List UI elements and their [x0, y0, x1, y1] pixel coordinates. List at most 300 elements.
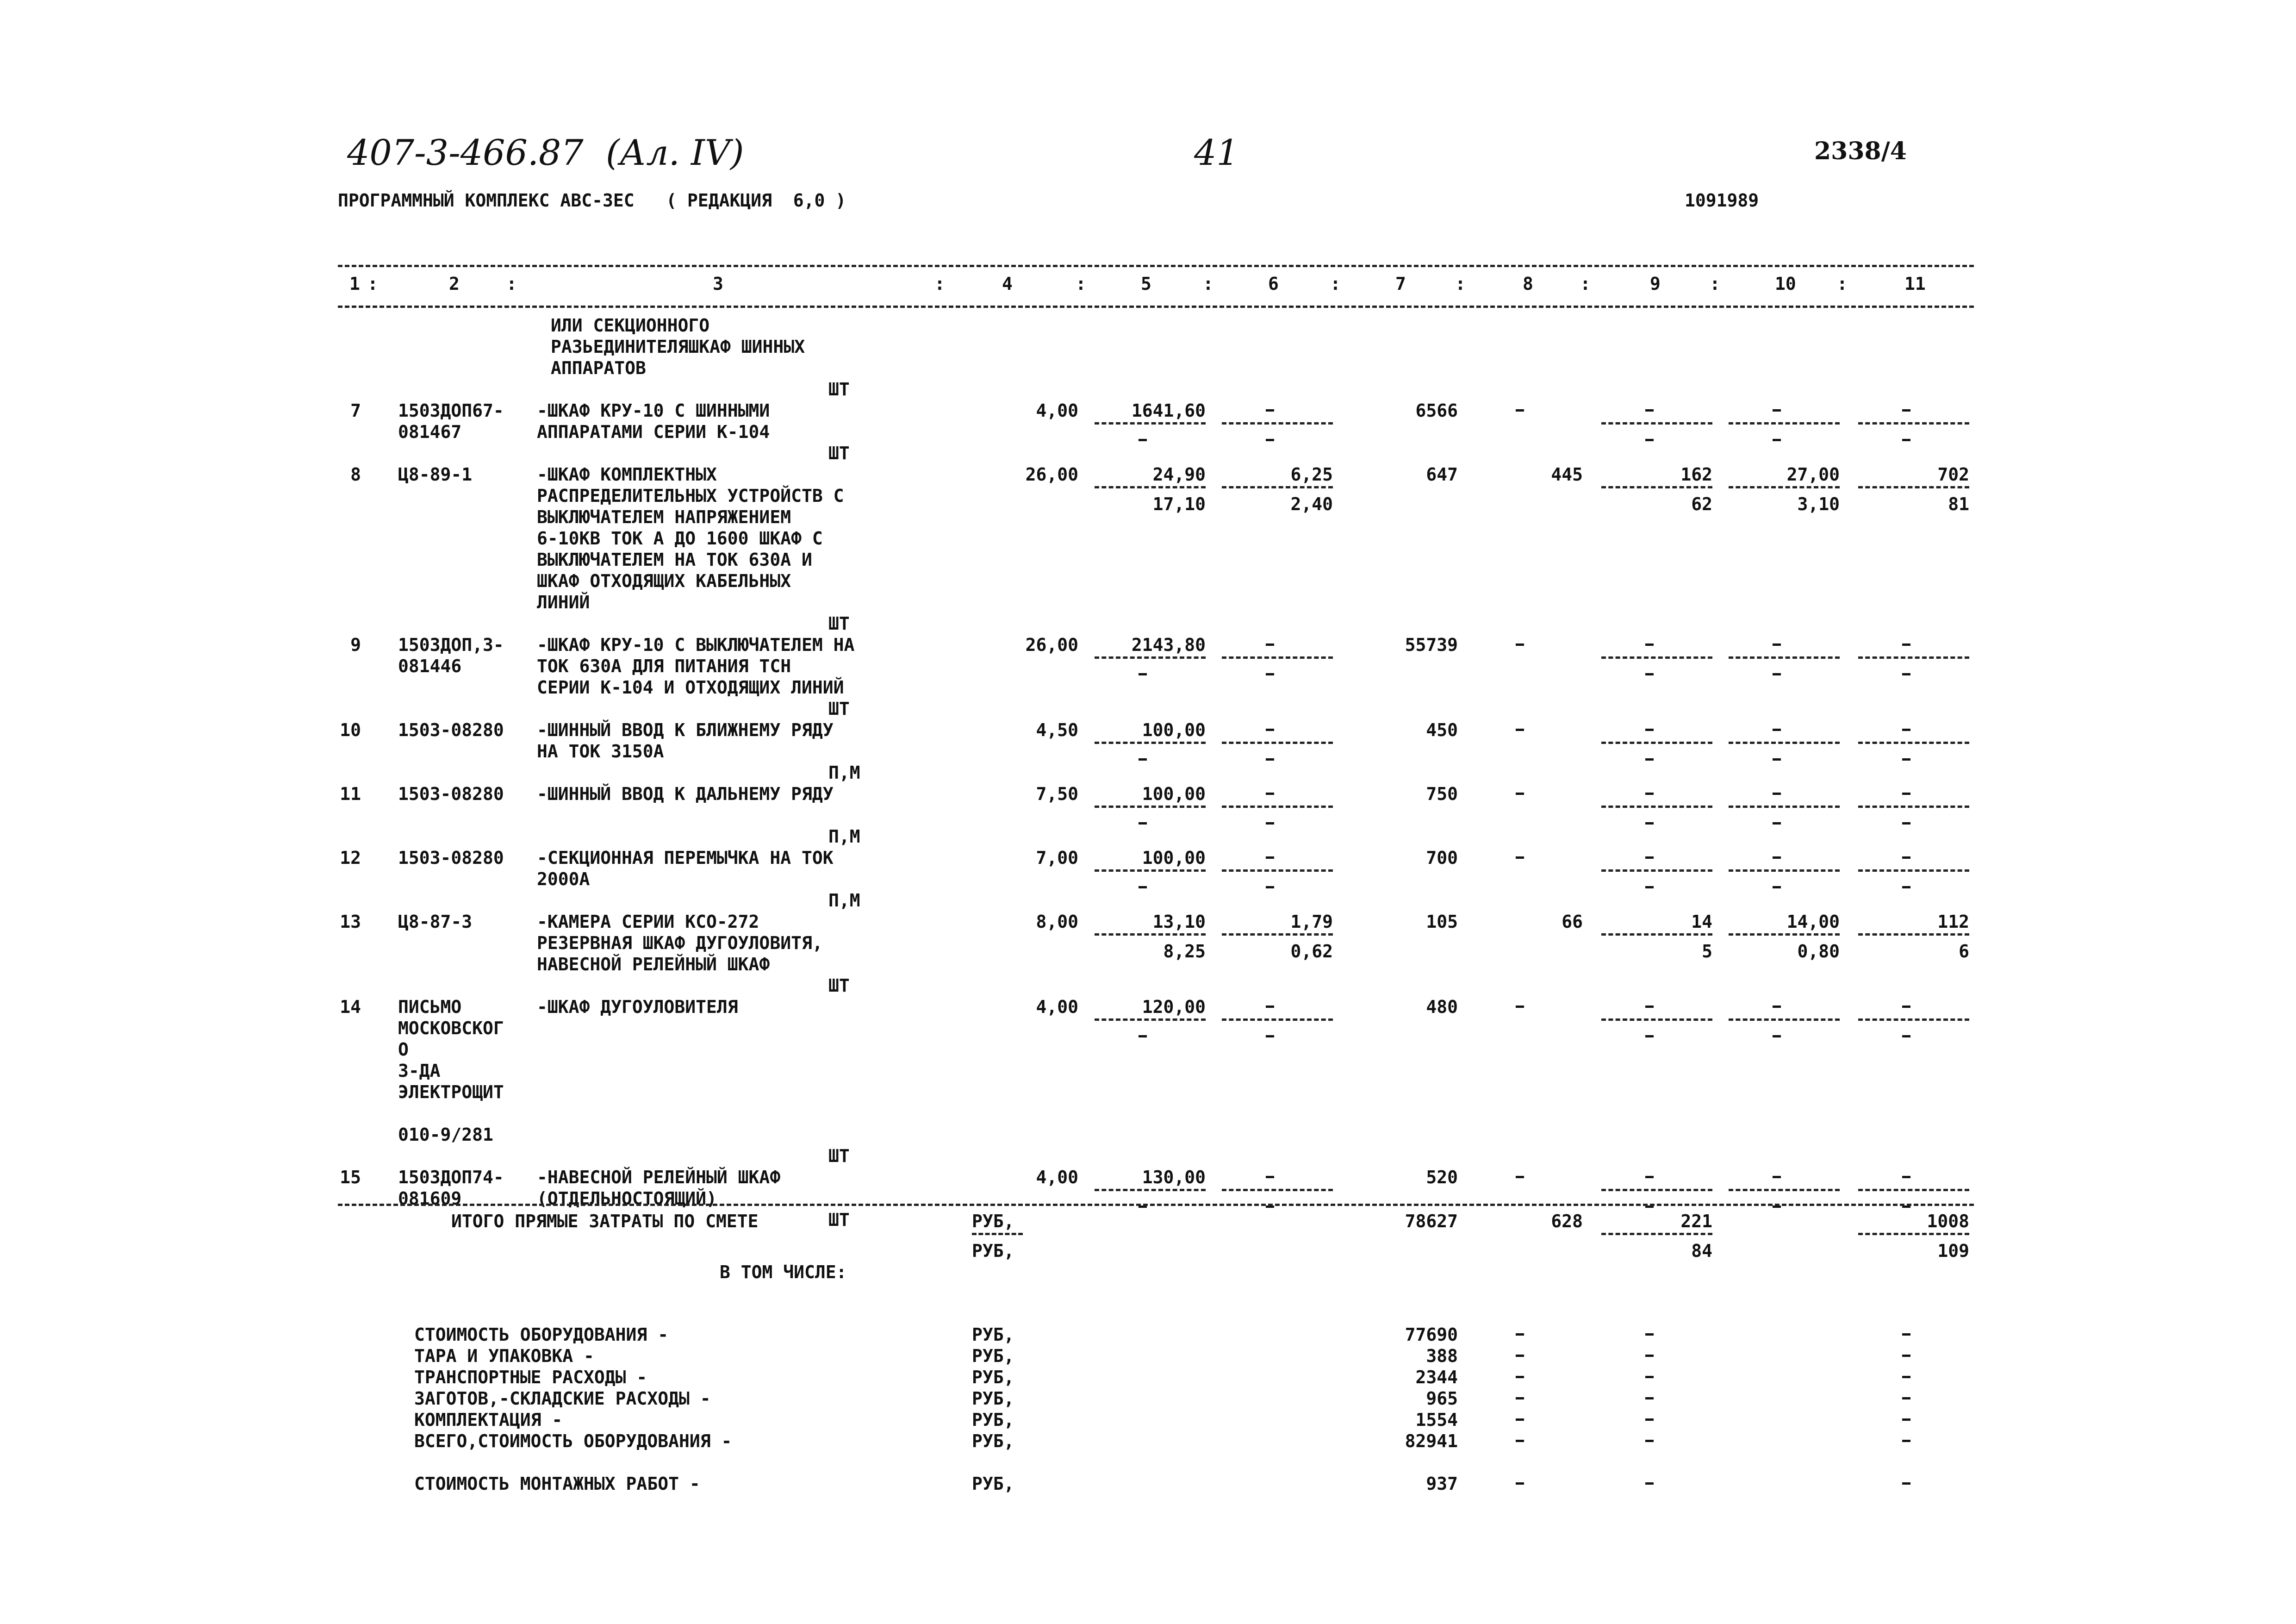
- column-header-1: 1: [349, 274, 360, 294]
- sub-cell-c9: [1645, 758, 1654, 761]
- cell-underline: [1858, 742, 1969, 744]
- cell-c8: [1516, 643, 1524, 646]
- cell-c6: 6,25: [1290, 464, 1333, 485]
- sub-cell-c6: [1266, 886, 1274, 888]
- cell-underline: [1095, 806, 1206, 808]
- cell-c5: 100,00: [1142, 720, 1206, 740]
- row-description: ВЫКЛЮЧАТЕЛЕМ НА ТОК 630А И: [537, 550, 812, 570]
- montage-c7: 937: [1426, 1474, 1458, 1494]
- row-unit: П,М: [828, 890, 860, 911]
- cell-c7: 700: [1426, 848, 1458, 868]
- sub-cell-c10: [1773, 673, 1781, 675]
- cell-underline: [1729, 486, 1840, 488]
- column-header-7: 7: [1395, 274, 1406, 294]
- montage-unit: РУБ,: [972, 1474, 1014, 1494]
- sub-cell-c11: 6: [1959, 941, 1969, 962]
- row-code: 081467: [398, 422, 462, 442]
- totals-c9: 221: [1680, 1211, 1712, 1231]
- cell-c6: [1266, 729, 1274, 731]
- cell-underline: [1858, 806, 1969, 808]
- cell-c10: [1773, 409, 1781, 412]
- cell-underline: [1095, 933, 1206, 936]
- column-header-5: 5: [1141, 274, 1151, 294]
- cell-c9: [1645, 409, 1654, 412]
- cell-underline: [1858, 933, 1969, 936]
- sub-cell-c9: [1645, 886, 1654, 888]
- breakdown-c7: 1554: [1415, 1410, 1458, 1430]
- row-description: ЛИНИЙ: [537, 592, 590, 612]
- totals-sub-c11: 109: [1937, 1241, 1969, 1261]
- cell-c5: 1641,60: [1131, 400, 1206, 421]
- cell-c11: [1902, 729, 1910, 731]
- sub-cell-c5: [1139, 758, 1147, 761]
- cell-c8: 66: [1562, 912, 1583, 932]
- breakdown-c9: [1645, 1397, 1654, 1399]
- row-unit: ШТ: [828, 699, 850, 719]
- row-description: РАСПРЕДЕЛИТЕЛЬНЫХ УСТРОЙСТВ С: [537, 486, 844, 506]
- continued-desc-line: ИЛИ СЕКЦИОННОГО: [551, 315, 710, 336]
- cell-underline: [1858, 1189, 1969, 1191]
- cell-underline: [1095, 1018, 1206, 1021]
- cell-underline: [1858, 869, 1969, 872]
- breakdown-c11: [1902, 1440, 1910, 1442]
- sub-cell-c10: [1773, 822, 1781, 824]
- cell-c11: [1902, 1006, 1910, 1008]
- row-description: ТОК 630А ДЛЯ ПИТАНИЯ ТСН: [537, 656, 791, 676]
- continued-desc-line: АППАРАТОВ: [551, 358, 646, 378]
- row-description: (ОТДЕЛЬНОСТОЯЩИЙ): [537, 1188, 717, 1209]
- sub-cell-c5: [1139, 886, 1147, 888]
- row-unit: ШТ: [828, 613, 850, 634]
- sub-cell-c5: [1139, 822, 1147, 824]
- montage-c8: [1516, 1482, 1524, 1485]
- breakdown-c9: [1645, 1355, 1654, 1357]
- row-description: -ШКАФ КРУ-10 С ШИННЫМИ: [537, 400, 770, 421]
- cell-underline: [1222, 656, 1333, 659]
- cell-c4: 26,00: [1025, 635, 1078, 655]
- montage-label: СТОИМОСТЬ МОНТАЖНЫХ РАБОТ -: [414, 1474, 700, 1494]
- column-header-10: 10: [1775, 274, 1796, 294]
- row-number: 10: [340, 720, 361, 740]
- cell-c5: 13,10: [1152, 912, 1206, 932]
- header-rule-bottom: [338, 306, 1974, 308]
- row-number: 13: [340, 912, 361, 932]
- continued-unit: ШТ: [828, 379, 850, 400]
- cell-c4: 4,00: [1036, 997, 1078, 1017]
- row-description: ШКАФ ОТХОДЯЩИХ КАБЕЛЬНЫХ: [537, 571, 791, 591]
- cell-underline: [1858, 1018, 1969, 1021]
- row-description: СЕРИИ К-104 И ОТХОДЯЩИХ ЛИНИЙ: [537, 677, 844, 698]
- cell-c6: [1266, 856, 1274, 859]
- sub-cell-c9: [1645, 822, 1654, 824]
- row-description: -КАМЕРА СЕРИИ КСО-272: [537, 912, 759, 932]
- column-separator: :: [1455, 274, 1466, 294]
- handwritten-code: 407-3-466.87 (Ал. IV): [347, 132, 744, 173]
- row-code: 1503-08280: [398, 720, 504, 740]
- row-unit: П,М: [828, 762, 860, 783]
- cell-c9: [1645, 856, 1654, 859]
- row-code: Ц8-89-1: [398, 464, 473, 485]
- row-description: ВЫКЛЮЧАТЕЛЕМ НАПРЯЖЕНИЕМ: [537, 507, 791, 527]
- cell-c7: 105: [1426, 912, 1458, 932]
- row-number: 8: [350, 464, 361, 485]
- totals-unit: РУБ,: [972, 1211, 1014, 1231]
- cell-c10: [1773, 1176, 1781, 1178]
- column-separator: :: [1203, 274, 1213, 294]
- row-code: ПИСЬМО: [398, 997, 462, 1017]
- column-header-4: 4: [1002, 274, 1013, 294]
- breakdown-unit: РУБ,: [972, 1431, 1014, 1451]
- cell-c8: [1516, 856, 1524, 859]
- row-number: 15: [340, 1167, 361, 1187]
- sub-cell-c10: 3,10: [1797, 494, 1840, 514]
- cell-c6: [1266, 409, 1274, 412]
- breakdown-c8: [1516, 1440, 1524, 1442]
- row-description: -ШИННЫЙ ВВОД К БЛИЖНЕМУ РЯДУ: [537, 720, 834, 740]
- breakdown-c7: 965: [1426, 1388, 1458, 1409]
- cell-underline: [1222, 869, 1333, 872]
- cell-underline: [1729, 742, 1840, 744]
- cell-c10: [1773, 1006, 1781, 1008]
- sub-cell-c11: 81: [1948, 494, 1969, 514]
- cell-c7: 520: [1426, 1167, 1458, 1187]
- sub-cell-c11: [1902, 886, 1910, 888]
- continued-desc-line: РАЗЬЕДИНИТЕЛЯШКАФ ШИННЫХ: [551, 337, 805, 357]
- cell-c11: 702: [1937, 464, 1969, 485]
- row-description: НА ТОК 3150А: [537, 741, 664, 762]
- breakdown-c11: [1902, 1397, 1910, 1399]
- row-description: 2000А: [537, 869, 590, 889]
- cell-c11: [1902, 643, 1910, 646]
- row-number: 9: [350, 635, 361, 655]
- sub-cell-c5: 8,25: [1163, 941, 1206, 962]
- cell-c4: 8,00: [1036, 912, 1078, 932]
- breakdown-c9: [1645, 1333, 1654, 1336]
- cell-c7: 647: [1426, 464, 1458, 485]
- column-separator: :: [1330, 274, 1341, 294]
- cell-c6: 1,79: [1290, 912, 1333, 932]
- cell-underline: [1222, 742, 1333, 744]
- cell-c11: [1902, 1176, 1910, 1178]
- cell-underline: [1858, 486, 1969, 488]
- sub-cell-c9: [1645, 1035, 1654, 1037]
- cell-c6: [1266, 793, 1274, 795]
- row-code: 1503-08280: [398, 848, 504, 868]
- breakdown-label: ЗАГОТОВ,-СКЛАДСКИЕ РАСХОДЫ -: [414, 1388, 711, 1409]
- column-header-2: 2: [449, 274, 460, 294]
- cell-c8: [1516, 1176, 1524, 1178]
- sub-cell-c9: 62: [1691, 494, 1712, 514]
- cell-c5: 100,00: [1142, 784, 1206, 804]
- cell-underline: [1601, 742, 1712, 744]
- program-title: ПРОГРАММНЫЙ КОМПЛЕКС АВС-ЗЕС ( РЕДАКЦИЯ 6,0 ): [338, 190, 846, 211]
- row-unit: ШТ: [828, 1146, 850, 1166]
- breakdown-c7: 77690: [1405, 1324, 1458, 1345]
- cell-c8: [1516, 793, 1524, 795]
- cell-c11: [1902, 409, 1910, 412]
- cell-c7: 55739: [1405, 635, 1458, 655]
- breakdown-c8: [1516, 1333, 1524, 1336]
- cell-c5: 130,00: [1142, 1167, 1206, 1187]
- document-number: 1091989: [1685, 190, 1759, 211]
- cell-c11: 112: [1937, 912, 1969, 932]
- totals-unit-2: РУБ,: [972, 1241, 1014, 1261]
- column-separator: :: [1076, 274, 1086, 294]
- cell-underline: [1222, 486, 1333, 488]
- cell-underline: [1858, 1233, 1969, 1235]
- column-separator: :: [1710, 274, 1720, 294]
- cell-underline: [1222, 933, 1333, 936]
- column-separator: :: [934, 274, 945, 294]
- totals-c11: 1008: [1927, 1211, 1969, 1231]
- cell-c4: 26,00: [1025, 464, 1078, 485]
- cell-c9: [1645, 729, 1654, 731]
- breakdown-c11: [1902, 1376, 1910, 1378]
- montage-c11: [1902, 1482, 1910, 1485]
- cell-c4: 7,00: [1036, 848, 1078, 868]
- cell-c6: [1266, 1176, 1274, 1178]
- row-description: 6-10КВ ТОК А ДО 1600 ШКАФ С: [537, 528, 823, 549]
- sub-cell-c11: [1902, 822, 1910, 824]
- breakdown-unit: РУБ,: [972, 1410, 1014, 1430]
- cell-underline: [1222, 1189, 1333, 1191]
- cell-c5: 100,00: [1142, 848, 1206, 868]
- totals-c8: 628: [1551, 1211, 1583, 1231]
- row-number: 7: [350, 400, 361, 421]
- row-description: -ШКАФ КОМПЛЕКТНЫХ: [537, 464, 717, 485]
- cell-underline: [1095, 869, 1206, 872]
- cell-underline: [1601, 1018, 1712, 1021]
- row-unit: ШТ: [828, 975, 850, 996]
- row-code: Ц8-87-3: [398, 912, 473, 932]
- cell-c6: [1266, 1006, 1274, 1008]
- cell-c11: [1902, 856, 1910, 859]
- cell-c5: 2143,80: [1131, 635, 1206, 655]
- column-separator: :: [506, 274, 517, 294]
- column-separator: :: [1837, 274, 1848, 294]
- cell-underline: [1729, 806, 1840, 808]
- breakdown-label: КОМПЛЕКТАЦИЯ -: [414, 1410, 563, 1430]
- cell-c9: [1645, 1006, 1654, 1008]
- cell-underline: [1858, 656, 1969, 659]
- cell-underline: [1601, 806, 1712, 808]
- breakdown-c8: [1516, 1418, 1524, 1421]
- breakdown-label: ТРАНСПОРТНЫЕ РАСХОДЫ -: [414, 1367, 647, 1387]
- breakdown-unit: РУБ,: [972, 1324, 1014, 1345]
- sub-cell-c11: [1902, 673, 1910, 675]
- corner-number: 2338/4: [1814, 137, 1907, 165]
- cell-c10: 27,00: [1786, 464, 1840, 485]
- row-code: 1503-08280: [398, 784, 504, 804]
- cell-c7: 750: [1426, 784, 1458, 804]
- sub-cell-c6: [1266, 673, 1274, 675]
- row-code: 1503ДОП,3-: [398, 635, 504, 655]
- column-header-8: 8: [1523, 274, 1533, 294]
- row-code: О: [398, 1039, 409, 1060]
- cell-c9: [1645, 793, 1654, 795]
- sub-cell-c6: [1266, 822, 1274, 824]
- sub-cell-c9: [1645, 673, 1654, 675]
- row-code: МОСКОВСКОГ: [398, 1018, 504, 1038]
- breakdown-c9: [1645, 1440, 1654, 1442]
- row-description: -СЕКЦИОННАЯ ПЕРЕМЫЧКА НА ТОК: [537, 848, 834, 868]
- sub-cell-c9: [1645, 439, 1654, 441]
- column-separator: :: [367, 274, 378, 294]
- row-code: 3-ДА: [398, 1061, 441, 1081]
- breakdown-c8: [1516, 1397, 1524, 1399]
- row-description: АППАРАТАМИ СЕРИИ К-104: [537, 422, 770, 442]
- cell-c10: [1773, 856, 1781, 859]
- row-description: -НАВЕСНОЙ РЕЛЕЙНЫЙ ШКАФ: [537, 1167, 781, 1187]
- cell-c9: [1645, 643, 1654, 646]
- breakdown-label: ВСЕГО,СТОИМОСТЬ ОБОРУДОВАНИЯ -: [414, 1431, 732, 1451]
- sub-cell-c6: [1266, 439, 1274, 441]
- cell-underline: [1222, 422, 1333, 425]
- cell-underline: [1095, 422, 1206, 425]
- sub-cell-c10: [1773, 1035, 1781, 1037]
- header-rule-top: [338, 265, 1974, 267]
- row-description: -ШИННЫЙ ВВОД К ДАЛЬНЕМУ РЯДУ: [537, 784, 834, 804]
- cell-underline: [1601, 422, 1712, 425]
- cell-c4: 4,00: [1036, 1167, 1078, 1187]
- row-code: ЭЛЕКТРОЩИТ: [398, 1082, 504, 1102]
- cell-underline: [1729, 933, 1840, 936]
- column-header-6: 6: [1268, 274, 1279, 294]
- cell-underline: [1729, 1189, 1840, 1191]
- cell-underline: [1729, 422, 1840, 425]
- sub-cell-c5: [1139, 1035, 1147, 1037]
- cell-underline: [1729, 1018, 1840, 1021]
- cell-c7: 450: [1426, 720, 1458, 740]
- cell-underline: [1222, 1018, 1333, 1021]
- row-code: 081446: [398, 656, 462, 676]
- totals-sub-c9: 84: [1691, 1241, 1712, 1261]
- cell-c4: 4,50: [1036, 720, 1078, 740]
- sub-cell-c11: [1902, 1035, 1910, 1037]
- cell-underline: [1601, 933, 1712, 936]
- cell-c10: [1773, 643, 1781, 646]
- sub-cell-c11: [1902, 439, 1910, 441]
- cell-c7: 480: [1426, 997, 1458, 1017]
- breakdown-c9: [1645, 1418, 1654, 1421]
- column-header-9: 9: [1650, 274, 1661, 294]
- cell-c10: [1773, 793, 1781, 795]
- cell-underline: [1095, 1189, 1206, 1191]
- sub-cell-c10: [1773, 886, 1781, 888]
- cell-c9: 14: [1691, 912, 1712, 932]
- sub-cell-c6: 0,62: [1290, 941, 1333, 962]
- cell-underline: [1601, 1189, 1712, 1191]
- sub-cell-c6: 2,40: [1290, 494, 1333, 514]
- cell-c9: [1645, 1176, 1654, 1178]
- breakdown-label: ТАРА И УПАКОВКА -: [414, 1346, 594, 1366]
- row-description: -ШКАФ КРУ-10 С ВЫКЛЮЧАТЕЛЕМ НА: [537, 635, 855, 655]
- breakdown-c7: 388: [1426, 1346, 1458, 1366]
- column-header-3: 3: [713, 274, 723, 294]
- row-code: 081609: [398, 1188, 462, 1209]
- column-header-11: 11: [1904, 274, 1926, 294]
- row-code: 010-9/281: [398, 1124, 493, 1145]
- breakdown-c8: [1516, 1376, 1524, 1378]
- sub-cell-c5: 17,10: [1152, 494, 1206, 514]
- row-number: 11: [340, 784, 361, 804]
- row-code: 1503ДОП74-: [398, 1167, 504, 1187]
- cell-c5: 24,90: [1152, 464, 1206, 485]
- totals-c7: 78627: [1405, 1211, 1458, 1231]
- row-code: 1503ДОП67-: [398, 400, 504, 421]
- including-label: В ТОМ ЧИСЛЕ:: [720, 1262, 847, 1282]
- cell-c6: [1266, 643, 1274, 646]
- unit-underline: [972, 1233, 1023, 1235]
- row-unit: П,М: [828, 826, 860, 847]
- row-number: 12: [340, 848, 361, 868]
- breakdown-unit: РУБ,: [972, 1367, 1014, 1387]
- cell-c8: [1516, 1006, 1524, 1008]
- breakdown-unit: РУБ,: [972, 1346, 1014, 1366]
- row-unit: ШТ: [828, 443, 850, 463]
- sub-cell-c11: [1902, 758, 1910, 761]
- cell-c10: 14,00: [1786, 912, 1840, 932]
- cell-underline: [1095, 656, 1206, 659]
- breakdown-c9: [1645, 1376, 1654, 1378]
- column-separator: :: [1580, 274, 1591, 294]
- sub-cell-c5: [1139, 439, 1147, 441]
- row-description: РЕЗЕРВНАЯ ШКАФ ДУГОУЛОВИТЯ,: [537, 933, 823, 953]
- sub-cell-c10: [1773, 439, 1781, 441]
- breakdown-c11: [1902, 1333, 1910, 1336]
- breakdown-c8: [1516, 1355, 1524, 1357]
- page-number: 41: [1194, 132, 1239, 173]
- cell-underline: [1729, 869, 1840, 872]
- cell-underline: [1601, 486, 1712, 488]
- sub-cell-c10: 0,80: [1797, 941, 1840, 962]
- breakdown-c11: [1902, 1418, 1910, 1421]
- row-description: НАВЕСНОЙ РЕЛЕЙНЫЙ ШКАФ: [537, 954, 770, 974]
- cell-underline: [1601, 656, 1712, 659]
- cell-underline: [1858, 422, 1969, 425]
- sub-cell-c9: 5: [1702, 941, 1712, 962]
- breakdown-c7: 2344: [1415, 1367, 1458, 1387]
- breakdown-label: СТОИМОСТЬ ОБОРУДОВАНИЯ -: [414, 1324, 669, 1345]
- cell-c7: 6566: [1415, 400, 1458, 421]
- sub-cell-c10: [1773, 758, 1781, 761]
- cell-underline: [1729, 656, 1840, 659]
- breakdown-unit: РУБ,: [972, 1388, 1014, 1409]
- cell-c4: 4,00: [1036, 400, 1078, 421]
- sub-cell-c5: [1139, 673, 1147, 675]
- cell-underline: [1095, 742, 1206, 744]
- breakdown-c11: [1902, 1355, 1910, 1357]
- cell-underline: [1601, 1233, 1712, 1235]
- cell-underline: [1601, 869, 1712, 872]
- breakdown-c7: 82941: [1405, 1431, 1458, 1451]
- cell-c4: 7,50: [1036, 784, 1078, 804]
- cell-c10: [1773, 729, 1781, 731]
- cell-c5: 120,00: [1142, 997, 1206, 1017]
- cell-underline: [1095, 486, 1206, 488]
- row-number: 14: [340, 997, 361, 1017]
- cell-c8: [1516, 409, 1524, 412]
- totals-rule: [338, 1204, 1974, 1206]
- cell-underline: [1222, 806, 1333, 808]
- cell-c8: 445: [1551, 464, 1583, 485]
- cell-c11: [1902, 793, 1910, 795]
- row-description: -ШКАФ ДУГОУЛОВИТЕЛЯ: [537, 997, 738, 1017]
- row-unit: ШТ: [828, 1210, 850, 1230]
- sub-cell-c6: [1266, 758, 1274, 761]
- sub-cell-c6: [1266, 1035, 1274, 1037]
- montage-c9: [1645, 1482, 1654, 1485]
